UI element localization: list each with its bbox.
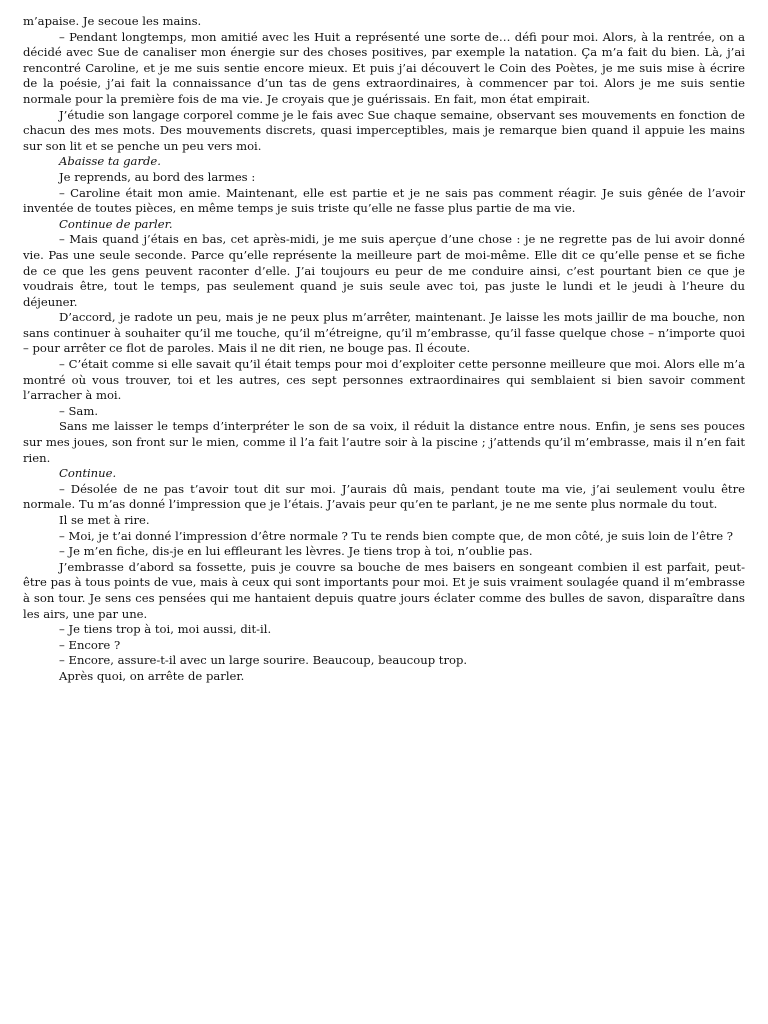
paragraph: D’accord, je radote un peu, mais je ne peux plus m’arrêter, maintenant. Je laisse les mots jaillir de ma bouche, non sans continuer à souhaiter qu’il me touche, qu’il m’étreigne, qu’il m’embrasse, qu’il fasse quelque chose – n’importe quoi – pour arrêter ce flot de paroles. Mais il ne dit rien, ne bouge pas. Il écoute. [23, 310, 745, 356]
paragraph: – Je m’en fiche, dis-je en lui effleurant les lèvres. Je tiens trop à toi, n’oublie pas. [59, 544, 533, 559]
paragraph: – Je tiens trop à toi, moi aussi, dit-il. [59, 622, 272, 637]
paragraph: – Encore ? [59, 637, 121, 652]
paragraph: Il se met à rire. [59, 513, 150, 527]
paragraph: Abaisse ta garde. [59, 154, 161, 169]
document-page [23, 14, 745, 685]
paragraph: Continue de parler. [59, 216, 173, 231]
paragraph: Je reprends, au bord des larmes : [59, 169, 256, 184]
paragraph: – Sam. [59, 403, 99, 418]
paragraph: Sans me laisser le temps d’interpréter le son de sa voix, il réduit la distance entre nous. Enfin, je sens ses pouces sur mes joues, son front sur le mien, comme il l’a fait l’autre soir à la piscine ; j’attends qu’il m’embrasse, mais il n’en fait rien. [23, 419, 745, 465]
paragraph: – Désolée de ne pas t’avoir tout dit sur moi. J’aurais dû mais, pendant toute ma vie, j’ai seulement voulu être normale. Tu m’as donné l’impression que je l’étais. J’avais peur qu’en te parlant, je ne me sente plus normale du tout. [23, 481, 745, 512]
paragraph: – C’était comme si elle savait qu’il était temps pour moi d’exploiter cette personne meilleure que moi. Alors elle m’a montré où vous trouver, toi et les autres, ces sept personnes extraordinaires qui semblaient si bien savoir comment l’arracher à moi. [23, 357, 745, 403]
paragraph: J’embrasse d’abord sa fossette, puis je couvre sa bouche de mes baisers en songeant combien il est parfait, peut-être pas à tous points de vue, mais à ceux qui sont importants pour moi. Et je suis vraiment soulagée quand il m’embrasse à son tour. Je sens ces pensées qui me hantaient depuis quatre jours éclater comme des bulles de savon, disparaître dans les airs, une par une. [23, 559, 745, 621]
paragraph: – Moi, je t’ai donné l’impression d’être normale ? Tu te rends bien compte que, de mon côté, je suis loin de l’être ? [59, 528, 733, 543]
paragraph: m’apaise. Je secoue les mains. [23, 14, 202, 28]
paragraph: – Encore, assure-t-il avec un large sourire. Beaucoup, beaucoup trop. [59, 653, 468, 668]
paragraph: – Caroline était mon amie. Maintenant, elle est partie et je ne sais pas comment réagir. Je suis gênée de l’avoir inventée de toutes pièces, en même temps je suis triste qu’elle ne fasse plus partie de ma vie. [23, 185, 745, 216]
paragraph: Après quoi, on arrête de parler. [59, 668, 245, 683]
paragraph: Continue. [59, 466, 117, 481]
paragraph: – Mais quand j’étais en bas, cet après-midi, je me suis aperçue d’une chose : je ne regrette pas de lui avoir donné vie. Pas une seule seconde. Parce qu’elle représente la meilleure part de moi-même. Elle dit ce qu’elle pense et se fiche de ce que les gens peuvent raconter d’elle. J’ai toujours eu peur de me conduire ainsi, c’est pourtant bien ce que je voudrais être, tout le temps, pas seulement quand je suis seule avec toi, pas juste le lundi et le jeudi à l’heure du déjeuner. [23, 232, 745, 309]
paragraph: – Pendant longtemps, mon amitié avec les Huit a représenté une sorte de… défi pour moi. Alors, à la rentrée, on a décidé avec Sue de canaliser mon énergie sur des choses positives, par exemple la natation. Ça m’a fait du bien. Là, j’ai rencontré Caroline, et je me suis sentie encore mieux. Et puis j’ai découvert le Coin des Poètes, je me suis mise à écrire de la poésie, j’ai fait la connaissance d’un tas de gens extraordinaires, à commencer par toi. Alors je me suis sentie normale pour la première fois de ma vie. Je croyais que je guérissais. En fait, mon état empirait. [23, 29, 745, 106]
paragraph: J’étudie son langage corporel comme je le fais avec Sue chaque semaine, observant ses mouvements en fonction de chacun des mes mots. Des mouvements discrets, quasi imperceptibles, mais je remarque bien quand il appuie les mains sur son lit et se penche un peu vers moi. [23, 107, 745, 153]
